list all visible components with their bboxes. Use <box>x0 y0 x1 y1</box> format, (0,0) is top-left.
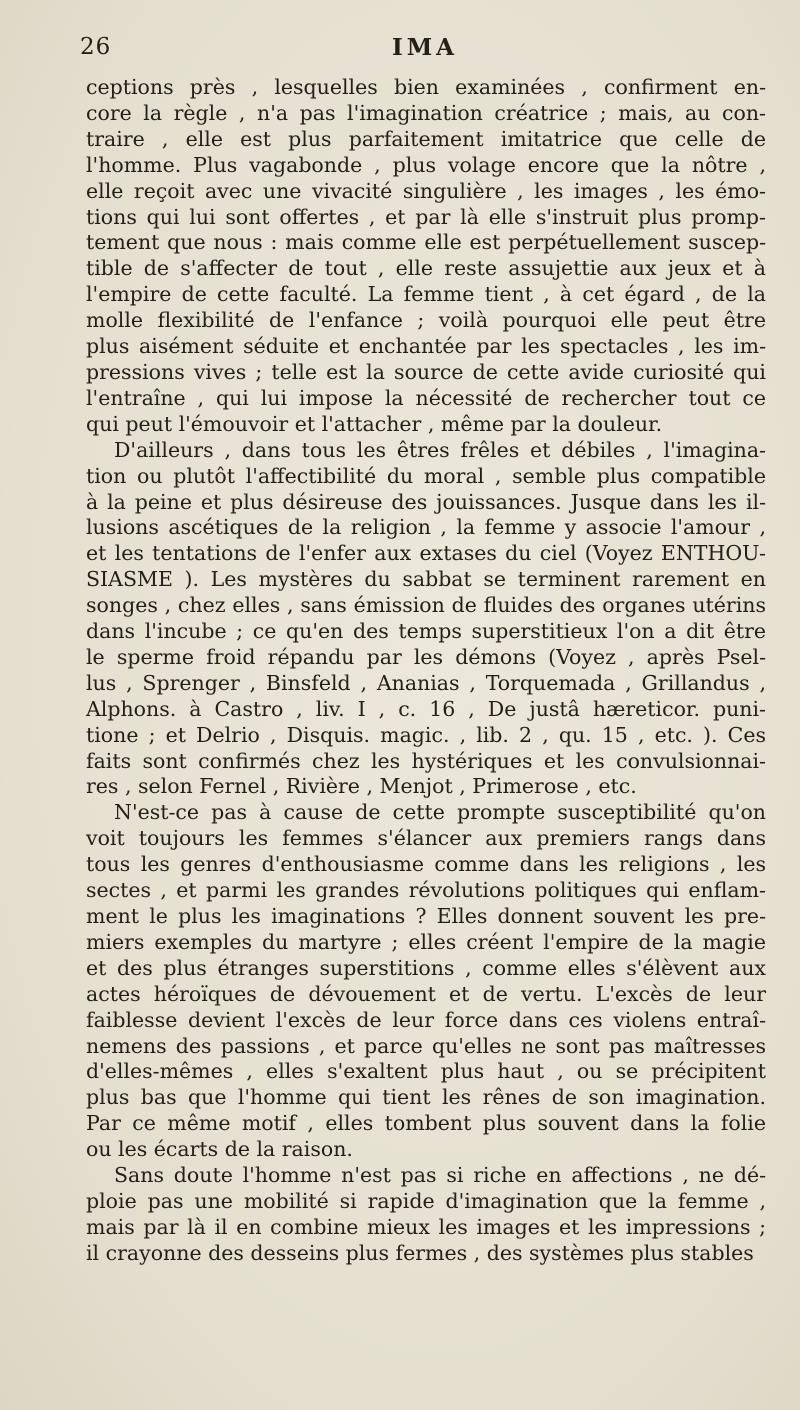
text-line: mais par là il en combine mieux les images et les impressions ; <box>86 1214 766 1239</box>
text-line: l'entraîne , qui lui impose la nécessité de rechercher tout ce <box>86 385 766 410</box>
text-line: lusions ascétiques de la religion , la femme y associe l'amour , <box>86 515 766 540</box>
text-line: SIASME ). Les mystères du sabbat se terminent rarement en <box>86 567 766 592</box>
paragraph-1 <box>86 75 766 438</box>
text-line: et des plus étranges superstitions , comme elles s'élèvent aux <box>86 955 766 980</box>
text-line: Par ce même motif , elles tombent plus souvent dans la folie <box>86 1111 766 1136</box>
text-line: traire , elle est plus parfaitement imitatrice que celle de <box>86 126 766 151</box>
text-line: tions qui lui sont offertes , et par là elle s'instruit plus promp- <box>86 204 766 229</box>
text-line: res , selon Fernel , Rivière , Menjot , Primerose , etc. <box>86 774 637 799</box>
text-line: sectes , et parmi les grandes révolutions politiques qui enflam- <box>86 878 766 903</box>
paragraph-4 <box>86 1163 766 1267</box>
text-line: pressions vives ; telle est la source de cette avide curiosité qui <box>86 359 766 384</box>
text-line: core la règle , n'a pas l'imagination créatrice ; mais, au con- <box>86 100 766 125</box>
text-line: et les tentations de l'enfer aux extases du ciel (Voyez ENTHOU- <box>86 541 766 566</box>
text-line: l'homme. Plus vagabonde , plus volage encore que la nôtre , <box>86 152 766 177</box>
text-line: qui peut l'émouvoir et l'attacher , même par la douleur. <box>86 411 663 436</box>
text-line: il crayonne des desseins plus fermes , des systèmes plus stables <box>86 1240 754 1265</box>
paragraph-3 <box>86 800 766 1163</box>
text-line: actes héroïques de dévouement et de vertu. L'excès de leur <box>86 981 766 1006</box>
page-number: 26 <box>80 34 112 60</box>
text-line: plus aisément séduite et enchantée par les spectacles , les im- <box>86 334 766 359</box>
page-header <box>80 34 770 74</box>
text-line: D'ailleurs , dans tous les êtres frêles et débiles , l'imagina- <box>114 437 766 462</box>
text-line: songes , chez elles , sans émission de fluides des organes utérins <box>86 593 766 618</box>
text-line: tement que nous : mais comme elle est perpétuellement suscep- <box>86 230 766 255</box>
text-line: elle reçoit avec une vivacité singulière , les images , les émo- <box>86 178 766 203</box>
text-line: dans l'incube ; ce qu'en des temps superstitieux l'on a dit être <box>86 619 766 644</box>
text-line: tous les genres d'enthousiasme comme dans les religions , les <box>86 852 766 877</box>
text-line: nemens des passions , et parce qu'elles ne sont pas maîtresses <box>86 1033 766 1058</box>
running-head: IMA <box>391 34 459 61</box>
text-line: à la peine et plus désireuse des jouissances. Jusque dans les il- <box>86 489 766 514</box>
text-line: faits sont confirmés chez les hystériques et les convulsionnai- <box>86 748 766 773</box>
text-line: molle flexibilité de l'enfance ; voilà pourquoi elle peut être <box>86 308 766 333</box>
text-line: le sperme froid répandu par les démons (Voyez , après Psel- <box>86 644 766 669</box>
text-line: miers exemples du martyre ; elles créent l'empire de la magie <box>86 929 766 954</box>
text-line: Alphons. à Castro , liv. I , c. 16 , De justâ hæreticor. puni- <box>86 696 766 721</box>
paragraph-2 <box>86 438 766 801</box>
text-line: tion ou plutôt l'affectibilité du moral , semble plus compatible <box>86 463 766 488</box>
text-line: ment le plus les imaginations ? Elles donnent souvent les pre- <box>86 904 766 928</box>
page-body <box>86 75 766 1267</box>
text-line: d'elles-mêmes , elles s'exaltent plus haut , ou se précipitent <box>86 1059 766 1084</box>
text-line: tione ; et Delrio , Disquis. magic. , lib. 2 , qu. 15 , etc. ). Ces <box>86 722 766 747</box>
text-line: lus , Sprenger , Binsfeld , Ananias , Torquemada , Grillandus , <box>86 670 766 695</box>
text-line: plus bas que l'homme qui tient les rênes de son imagination. <box>86 1085 766 1110</box>
text-line: faiblesse devient l'excès de leur force dans ces violens entraî- <box>86 1007 766 1032</box>
text-line: ceptions près , lesquelles bien examinées , confirment en- <box>86 75 766 99</box>
text-line: N'est-ce pas à cause de cette prompte susceptibilité qu'on <box>114 800 766 825</box>
text-line: l'empire de cette faculté. La femme tient , à cet égard , de la <box>86 282 766 307</box>
text-line: tible de s'affecter de tout , elle reste assujettie aux jeux et à <box>86 256 766 281</box>
text-line: ploie pas une mobilité si rapide d'imagination que la femme , <box>86 1188 766 1213</box>
text-line: Sans doute l'homme n'est pas si riche en affections , ne dé- <box>114 1163 766 1188</box>
text-line: ou les écarts de la raison. <box>86 1137 353 1162</box>
text-line: voit toujours les femmes s'élancer aux premiers rangs dans <box>86 826 766 851</box>
